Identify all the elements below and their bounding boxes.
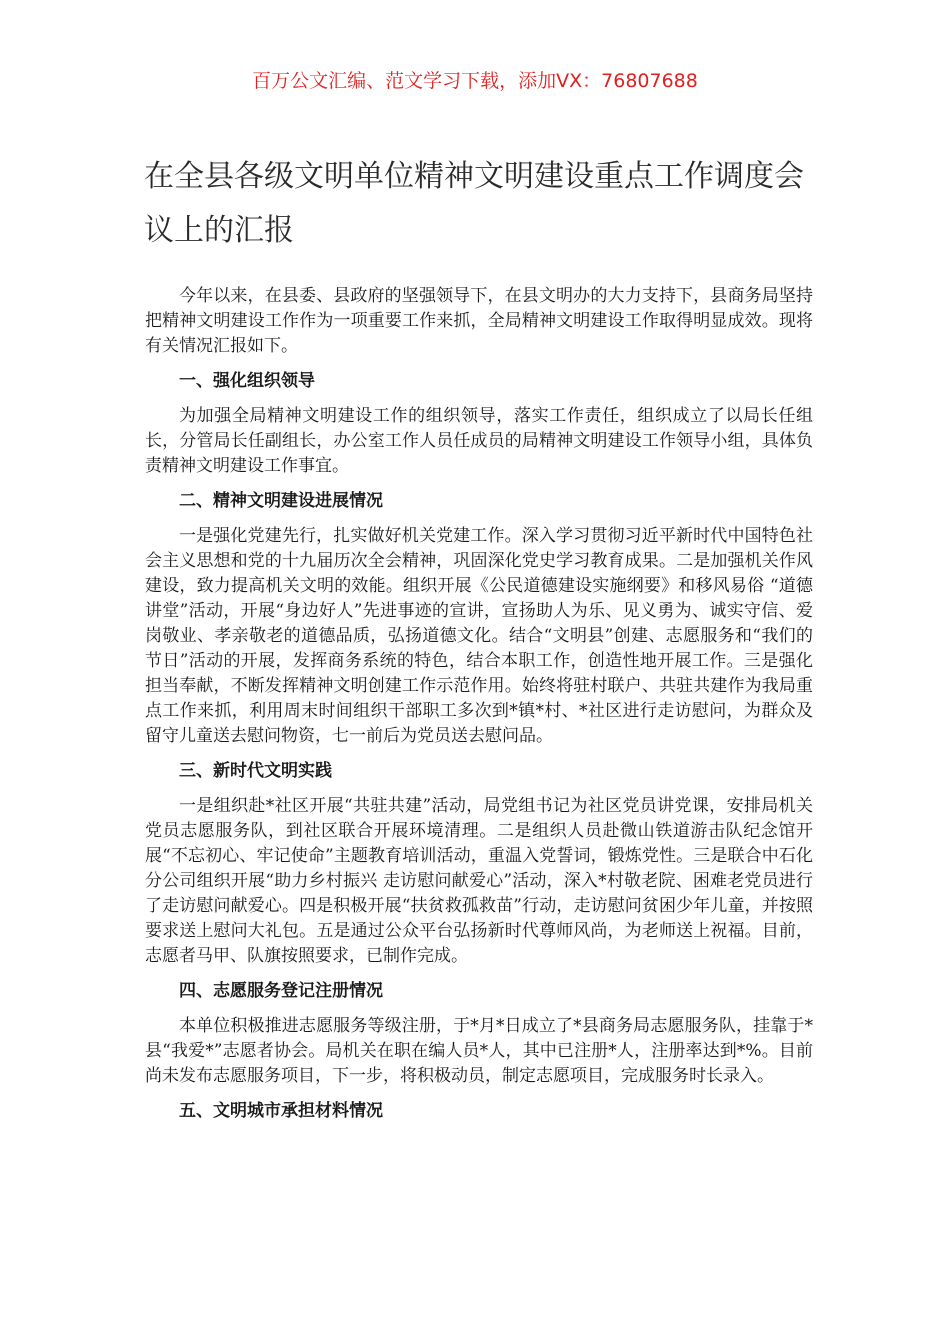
section-heading-4: 四、志愿服务登记注册情况 [179,981,383,1001]
section-heading-2: 二、精神文明建设进展情况 [179,491,383,511]
section-body-3: 一是组织赴*社区开展“共驻共建”活动，局党组书记为社区党员讲党课，安排局机关党员志愿服务队，到社区联合开展环境清理。二是组织人员赴微山铁道游击队纪念馆开展“不忘初心、牢记使命”主题教育培训活动，重温入党誓词，锻炼党性。三是联合中石化分公司组织开展“助力乡村振兴 走访慰问献爱心”活动，深入*村敬老院、困难老党员进行了走访慰问献爱心。四是积极开展“扶贫救孤救苗”行动，走访慰问贫困少年儿童，并按照要求送上慰问大礼包。五是通过公众平台弘扬新时代尊师风尚，为老师送上祝福。目前，志愿者马甲、队旗按照要求，已制作完成。 [145,796,813,966]
document-body [145,284,813,1134]
section-heading-1: 一、强化组织领导 [179,371,315,391]
section-heading-5: 五、文明城市承担材料情况 [179,1101,383,1121]
section-heading-3: 三、新时代文明实践 [179,761,332,781]
section-body-2: 一是强化党建先行，扎实做好机关党建工作。深入学习贯彻习近平新时代中国特色社会主义思想和党的十九届历次全会精神，巩固深化党史学习教育成果。二是加强机关作风建设，致力提高机关文明的效能。组织开展《公民道德建设实施纲要》和移风易俗 “道德讲堂”活动，开展“身边好人”先进事迹的宣讲，宣扬助人为乐、见义勇为、诚实守信、爱岗敬业、孝亲敬老的道德品质，弘扬道德文化。结合“文明县”创建、志愿服务和“我们的节日”活动的开展，发挥商务系统的特色，结合本职工作，创造性地开展工作。三是强化担当奉献，不断发挥精神文明创建工作示范作用。始终将驻村联户、共驻共建作为我局重点工作来抓，利用周末时间组织干部职工多次到*镇*村、*社区进行走访慰问，为群众及留守儿童送去慰问物资，七一前后为党员送去慰问品。 [145,526,813,746]
section-body-4: 本单位积极推进志愿服务等级注册，于*月*日成立了*县商务局志愿服务队，挂靠于*县“我爱*”志愿者协会。局机关在职在编人员*人，其中已注册*人，注册率达到*%。目前尚未发布志愿服务项目，下一步，将积极动员，制定志愿项目，完成服务时长录入。 [145,1016,813,1086]
section-body-1: 为加强全局精神文明建设工作的组织领导，落实工作责任，组织成立了以局长任组长，分管局长任副组长，办公室工作人员任成员的局精神文明建设工作领导小组，具体负责精神文明建设工作事宜。 [145,406,813,476]
document-title: 在全县各级文明单位精神文明建设重点工作调度会议上的汇报 [144,159,804,248]
intro-paragraph: 今年以来，在县委、县政府的坚强领导下，在县文明办的大力支持下，县商务局坚持把精神文明建设工作作为一项重要工作来抓，全局精神文明建设工作取得明显成效。现将有关情况汇报如下。 [145,286,813,356]
header-banner: 百万公文汇编、范文学习下载，添加VX：76807688 [252,70,698,92]
